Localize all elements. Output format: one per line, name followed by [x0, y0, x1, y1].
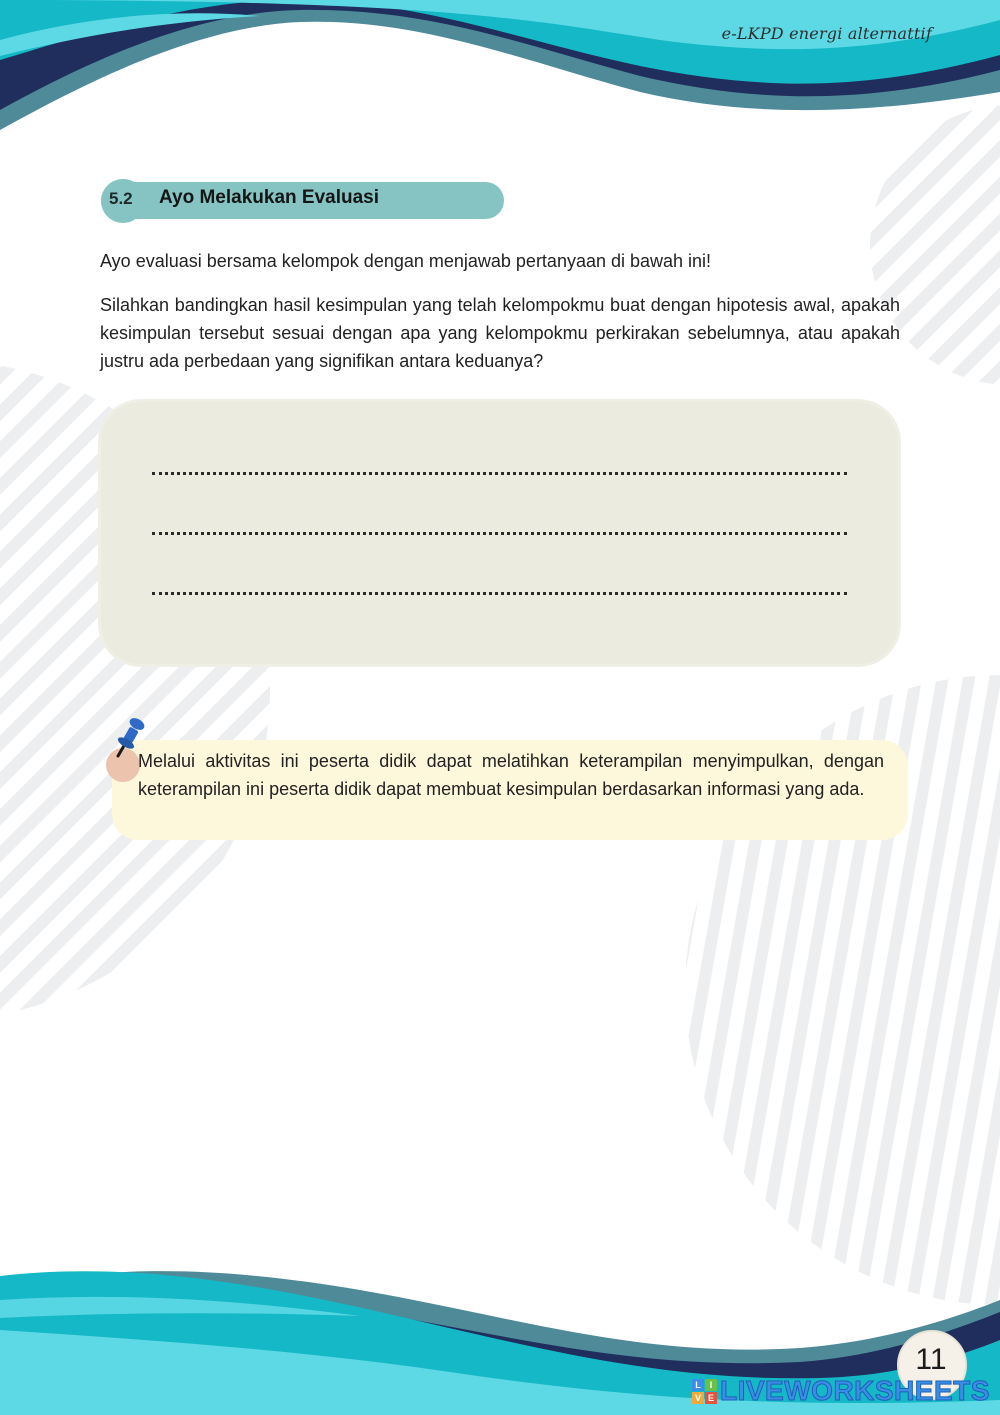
- top-wave-banner: [0, 0, 1000, 130]
- logo-letter-l: L: [692, 1379, 704, 1391]
- teacher-note-text: Melalui aktivitas ini peserta didik dapat melatihkan keterampilan menyimpulkan, dengan keterampilan ini peserta didik dapat membuat kesimpulan berdasarkan informasi yang ada.: [138, 751, 884, 799]
- logo-letter-v: V: [692, 1392, 704, 1404]
- page-number: 11: [915, 1343, 947, 1376]
- liveworksheets-brand[interactable]: [692, 1376, 990, 1406]
- instruction-intro: Ayo evaluasi bersama kelompok dengan menjawab pertanyaan di bawah ini!: [100, 251, 712, 271]
- document-title: e-LKPD energi alternattif: [721, 24, 932, 43]
- logo-letter-i: I: [705, 1379, 717, 1391]
- answer-line-2[interactable]: [152, 532, 847, 535]
- answer-line-1[interactable]: [152, 472, 847, 475]
- evaluation-question: Silahkan bandingkan hasil kesimpulan yang telah kelompokmu buat dengan hipotesis awal, apakah kesimpulan tersebut sesuai dengan apa yang kelompokmu perkirakan sebelumnya, atau apakah justru ada perbedaan yang signifikan antara keduanya?: [100, 295, 900, 371]
- section-title: Ayo Melakukan Evaluasi: [159, 187, 380, 208]
- logo-letter-e: E: [705, 1392, 717, 1404]
- liveworksheets-wordmark: LIVEWORKSHEETS: [720, 1375, 990, 1406]
- answer-line-3[interactable]: [152, 592, 847, 595]
- section-number: 5.2: [109, 189, 133, 208]
- liveworksheets-logo-icon: [692, 1379, 717, 1404]
